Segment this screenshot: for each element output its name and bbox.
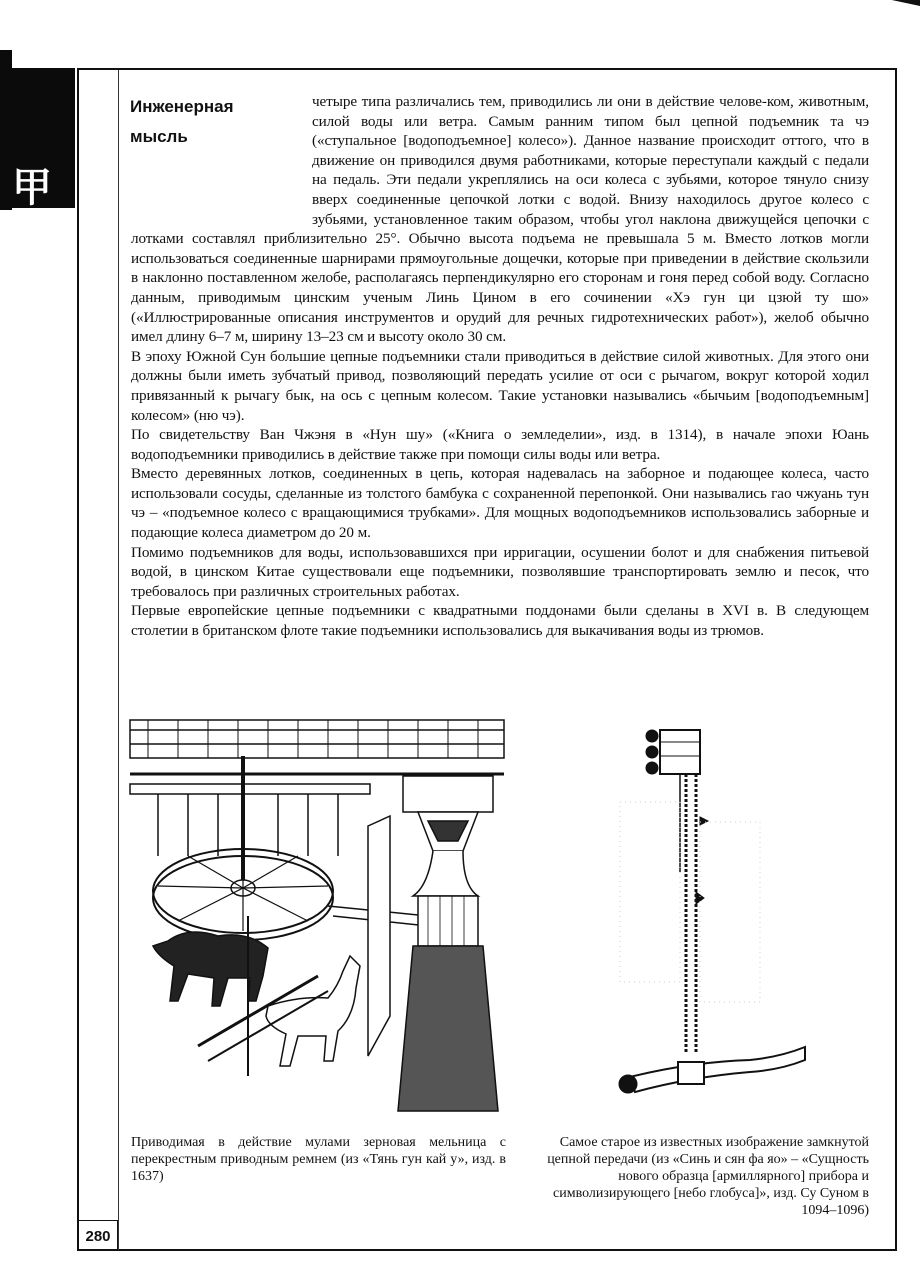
paragraph: В эпоху Южной Сун большие цепные подъемники стали приводиться в действие силой животных. Для этого они должны были иметь зубчатый привод, позволяющий передать усилие от оси с рычагом, вокруг которой ходил привязанный к рычагу бык, на ось с цепным колесом. Такие установки назывались «бычьим [водоподъемным] колесом» (ню чэ). [131,347,869,424]
margin-rule [118,70,119,1250]
paragraph: Вместо деревянных лотков, соединенных в цепь, которая надевалась на заборное и подающее колеса, часто использовали сосуды, сделанные из толстого бамбука с сохраненной перепонкой. Они назывались гао чжуань тун чэ – «подъемное колесо с вращающимися трубками». Для мощных водоподъемников использовались заборные и подающие колеса диаметром до 20 м. [131,465,869,542]
section-tab [0,68,75,211]
caption-left: Приводимая в действие мулами зерновая мельница с перекрестным приводным ремнем (из «Тянь гун кай у», изд. в 1637) [131,1135,506,1184]
paragraph: По свидетельству Ван Чжэня в «Нун шу» («Книга о земледелии», изд. в 1314), в начале эпохи Юань водоподъемники приводились в действие также при помощи силы воды или ветра. [131,426,869,463]
section-glyph-icon: 甲 [12,164,52,211]
paragraph: Первые европейские цепные подъемники с квадратными поддонами были сделаны в XVI в. В следующем столетии в британском флоте такие подъемники использовались для выкачивания воды из трюмов. [131,602,869,640]
paragraph: четыре типа различались тем, приводились ли они в действие челове-ком, животным, силой воды или ветра. Самым ранним типом был цепной подъемник та чэ («ступальное [водоподъемное] колесо»). Данное название происходит оттого, что в движение он приводился двумя работниками, которые переступали каждый с педали на педаль. Эти педали укреплялись на оси колеса с зубьями, которое тянуло снизу вверх соединенные цепочкой лотки с водой. Внизу находилось другое колесо с зубьями, установленное таким образом, чтобы угол наклона движущейся цепочки с лотками составлял приблизительно 25°. Обычно высота подъема не превышала 5 м. Вместо лотков могли использоваться соединенные шарнирами прямоугольные дощечки, которые при приведении в действие скользили в наклонно поставленном желобе, располагаясь перпендикулярно его сторонам и гоня перед собой воду. Согласно данным, приводимым цинским ученым Линь Цином в его сочинении «Хэ гун ци цзюй ту шо» («Иллюстрированные описания инструментов и орудий для речных гидротехнических работ»), желоб обычно имел длину 6–7 м, ширину 13–23 см и высоту около 30 см. [131,93,869,346]
caption-right: Самое старое из известных изображение замкнутой цепной передачи (из «Синь и сян фа яо» – «Сущность нового образца [армиллярного] прибора и символизирующего [небо глобуса]», изд. Су Суном в 1094–1096) [547,1135,869,1218]
chain-drive-illustration [600,722,810,1102]
page-number: 280 [79,1220,118,1251]
corner-mark [860,0,920,6]
paragraph: Помимо подъемников для воды, использовавшихся при ирригации, осушении болот и для снабжения питьевой водой, в цинском Китае существовали еще подъемники, позволявшие транспортировать землю и песок, что требовалось при различных строительных работах. [131,543,869,600]
mill-illustration [128,716,506,1116]
section-title-line2: мысль [130,127,188,146]
section-title-line1: Инженерная [130,97,234,116]
article-body [131,92,869,641]
